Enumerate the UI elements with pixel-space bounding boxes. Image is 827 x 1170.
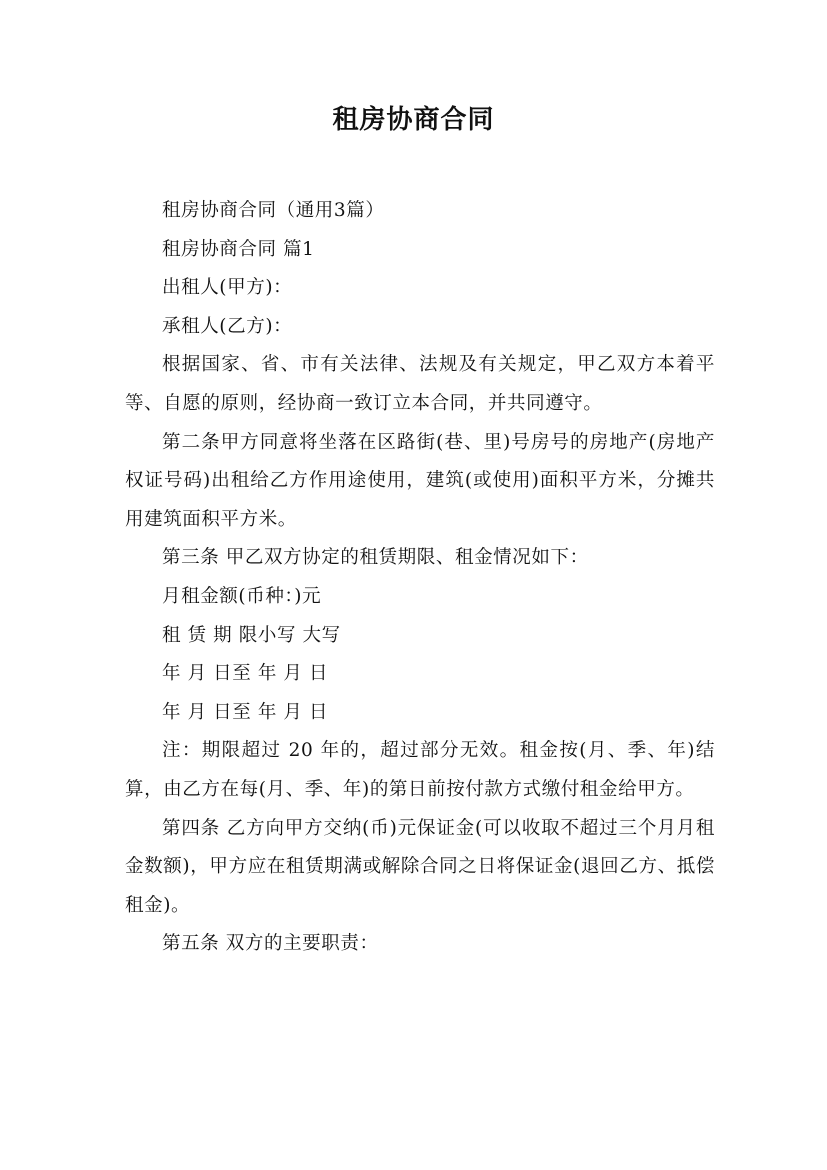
lessor-line: 出租人(甲方)： [162, 277, 293, 299]
section-heading: 租房协商合同 篇1 [162, 238, 315, 260]
preamble-paragraph: 根据国家、省、市有关法律、法规及有关规定，甲乙双方本着平等、自愿的原则，经协商一致订立本合同，并共同遵守。 [125, 354, 715, 414]
lease-term-row: 年 月 日至 年 月 日 [162, 701, 329, 723]
article-5-heading: 第五条 双方的主要职责： [162, 933, 379, 955]
article-4-paragraph: 第四条 乙方向甲方交纳(币)元保证金(可以收取不超过三个月月租金数额)，甲方应在租赁期满或解除合同之日将保证金(退回乙方、抵偿租金)。 [125, 817, 715, 916]
note-paragraph: 注：期限超过 20 年的，超过部分无效。租金按(月、季、年)结算，由乙方在每(月、季、年)的第日前按付款方式缴付租金给甲方。 [125, 740, 715, 800]
lease-term-header-line: 租 赁 期 限小写 大写 [162, 624, 341, 646]
article-3-heading: 第三条 甲乙双方协定的租赁期限、租金情况如下： [162, 547, 589, 569]
lease-term-row: 年 月 日至 年 月 日 [162, 663, 329, 685]
article-2-paragraph: 第二条甲方同意将坐落在区路街(巷、里)号房号的房地产(房地产权证号码)出租给乙方作用途使用，建筑(或使用)面积平方米，分摊共用建筑面积平方米。 [125, 431, 715, 530]
lessee-line: 承租人(乙方)： [162, 315, 293, 337]
document-title: 租房协商合同 [332, 105, 495, 135]
document-body [125, 192, 715, 964]
monthly-rent-line: 月租金额(币种：)元 [162, 585, 322, 607]
subtitle-paragraph: 租房协商合同（通用3篇） [162, 200, 385, 221]
